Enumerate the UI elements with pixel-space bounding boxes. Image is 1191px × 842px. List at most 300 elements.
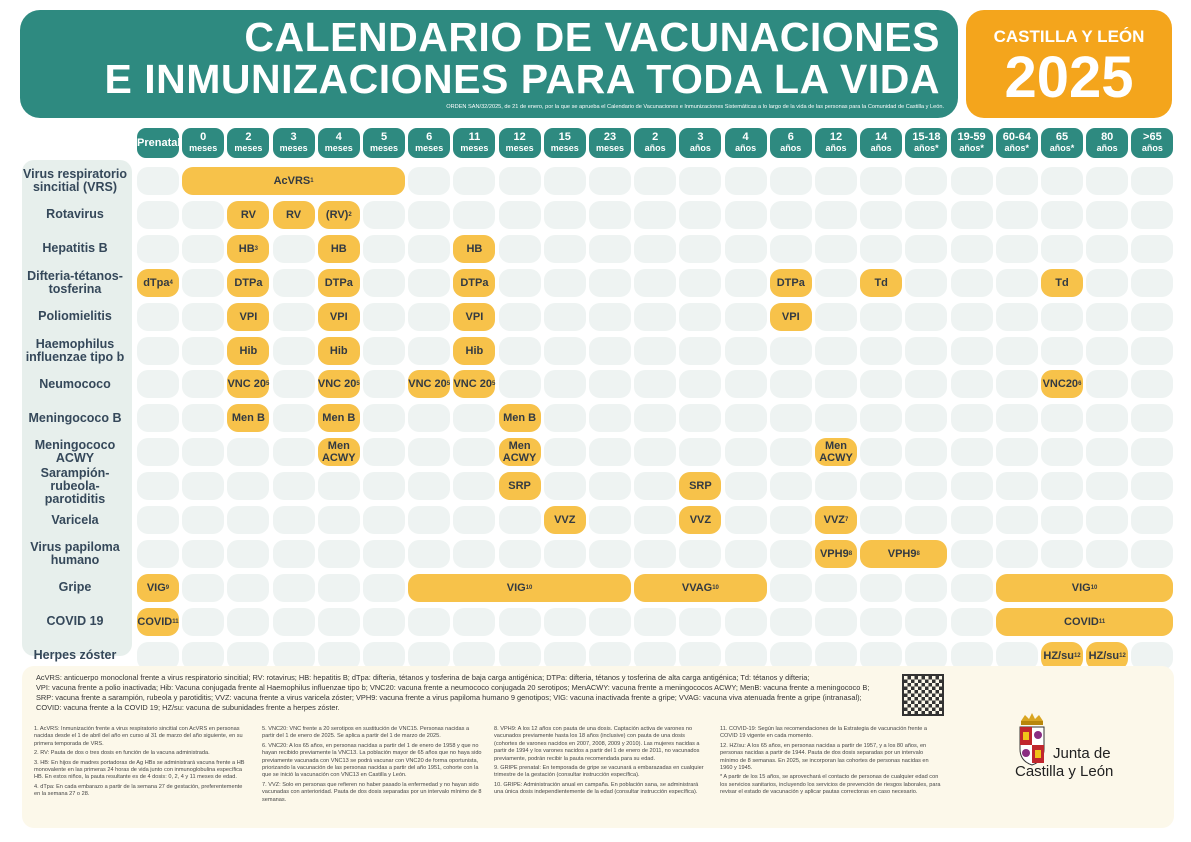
schedule-cell	[227, 506, 269, 534]
disease-label: COVID 19	[46, 614, 104, 629]
page-title-line1: CALENDARIO DE VACUNACIONES	[244, 14, 940, 60]
age-column-header	[860, 128, 902, 158]
vaccine-name: AcVRS	[273, 175, 311, 187]
age-column-unit: meses	[595, 143, 625, 153]
schedule-cell	[1131, 201, 1173, 229]
vaccine-pill: VNC 20 5	[453, 370, 495, 398]
schedule-cell	[1041, 337, 1083, 365]
vaccine-name: Men ACWY	[819, 440, 853, 465]
schedule-cell	[544, 235, 586, 263]
legend-line: SRP: vacuna frente a sarampión, rubeola y parotiditis; VVZ: vacuna frente a virus varicela zóster; VPH9: vacuna frente a virus papiloma humano 9 genotipos; VIG: vacuna inactivada frente a gripe; VVAG: vacuna viva atenuada frente a gripe (intranasal);	[36, 693, 862, 702]
age-column-header	[499, 128, 541, 158]
schedule-cell	[453, 506, 495, 534]
age-column-value: 4	[742, 131, 749, 143]
vaccine-pill: VIG 9	[137, 574, 179, 602]
vaccine-pill: COVID 11	[996, 608, 1174, 636]
schedule-cell	[273, 370, 315, 398]
notes-column	[720, 726, 942, 799]
schedule-cell	[905, 506, 947, 534]
schedule-cell	[227, 540, 269, 568]
disease-label: Virus papiloma humano	[30, 539, 120, 567]
schedule-cell	[182, 540, 224, 568]
schedule-cell	[544, 337, 586, 365]
schedule-cell	[860, 201, 902, 229]
schedule-cell	[634, 235, 676, 263]
vaccine-pill: VNC 20 5	[318, 370, 360, 398]
vaccine-pill	[544, 506, 586, 534]
age-column-unit: años*	[1049, 143, 1075, 153]
schedule-cell	[905, 574, 947, 602]
schedule-cell	[1131, 438, 1173, 466]
schedule-cell	[227, 438, 269, 466]
notes-column	[34, 726, 249, 801]
schedule-cell	[905, 472, 947, 500]
schedule-cell	[815, 404, 857, 432]
age-column-unit: años*	[959, 143, 984, 153]
age-column-unit: meses	[505, 143, 534, 153]
vaccine-pill: HZ/su 12	[1086, 642, 1128, 670]
schedule-cell	[499, 370, 541, 398]
schedule-cell	[182, 608, 224, 636]
schedule-cell	[996, 404, 1038, 432]
schedule-cell	[1086, 269, 1128, 297]
schedule-cell	[860, 438, 902, 466]
disease-label: Meningococo ACWY	[34, 438, 116, 466]
vaccine-pill	[227, 269, 269, 297]
schedule-cell	[725, 337, 767, 365]
schedule-cell	[182, 438, 224, 466]
schedule-cell	[1131, 506, 1173, 534]
age-column-header	[1041, 128, 1083, 158]
schedule-cell	[725, 167, 767, 195]
schedule-cell	[996, 337, 1038, 365]
schedule-cell	[679, 404, 721, 432]
age-column-unit: años	[780, 143, 802, 153]
note: 1. AcVRS: Inmunización frente a virus respiratorio sincitial con AcVRS en personas nacidas desde el 1 de abril del año en curso al 31 de marzo del año siguiente, en su primera temporada de VRS.	[34, 726, 243, 747]
schedule-cell	[499, 201, 541, 229]
schedule-cell	[453, 472, 495, 500]
schedule-cell	[815, 370, 857, 398]
vaccine-name: VIG	[146, 581, 166, 594]
schedule-cell	[408, 540, 450, 568]
schedule-cell	[544, 608, 586, 636]
schedule-cell	[905, 337, 947, 365]
region-label: CASTILLA Y LEÓN	[993, 27, 1145, 46]
schedule-cell	[273, 269, 315, 297]
schedule-cell	[634, 540, 676, 568]
vaccine-pill: dTpa 4	[137, 269, 179, 297]
schedule-cell	[182, 201, 224, 229]
vaccine-name: VPI	[239, 310, 258, 323]
qr-code[interactable]	[902, 674, 944, 716]
age-column-unit: años	[1096, 143, 1118, 153]
schedule-cell	[589, 540, 631, 568]
vaccine-pill: VNC 20 5	[408, 370, 450, 398]
schedule-cell	[182, 303, 224, 331]
schedule-cell	[860, 574, 902, 602]
schedule-cell	[1086, 235, 1128, 263]
schedule-cell	[363, 303, 405, 331]
logo-text-line1: Junta de	[1053, 745, 1111, 762]
page-title-line2: E INMUNIZACIONES PARA TODA LA VIDA	[104, 56, 940, 102]
schedule-cell	[408, 235, 450, 263]
note: * A partir de los 15 años, se aprovechará el contacto de personas de cualquier edad con los servicios sanitarios, incluyendo los servicios de prevención de riesgos laborales, para revisar el estado de vacunación y aplicar pautas correctoras en caso necesario.	[720, 774, 941, 796]
schedule-cell	[137, 540, 179, 568]
age-column-header	[589, 128, 631, 158]
schedule-cell	[273, 472, 315, 500]
vaccine-pill	[770, 303, 812, 331]
schedule-cell	[499, 540, 541, 568]
age-column-unit: años*	[1004, 143, 1030, 153]
schedule-cell	[860, 370, 902, 398]
schedule-cell	[951, 608, 993, 636]
schedule-cell	[815, 337, 857, 365]
schedule-cell	[951, 438, 993, 466]
schedule-cell	[182, 235, 224, 263]
schedule-cell	[589, 337, 631, 365]
vaccine-pill	[679, 472, 721, 500]
vaccine-name: VIG	[1071, 581, 1091, 594]
schedule-cell	[1041, 201, 1083, 229]
schedule-cell	[499, 506, 541, 534]
schedule-cell	[182, 506, 224, 534]
schedule-cell	[860, 506, 902, 534]
age-column-value: 2	[652, 131, 659, 143]
schedule-cell	[273, 404, 315, 432]
vaccine-pill	[318, 303, 360, 331]
schedule-cell	[1041, 472, 1083, 500]
schedule-cell	[408, 269, 450, 297]
vaccine-pill	[227, 303, 269, 331]
schedule-cell	[770, 337, 812, 365]
age-column-value: 14	[875, 131, 888, 143]
schedule-cell	[634, 506, 676, 534]
schedule-cell	[408, 506, 450, 534]
schedule-cell	[453, 540, 495, 568]
age-column-value: 23	[603, 131, 617, 143]
schedule-cell	[137, 235, 179, 263]
schedule-cell	[182, 337, 224, 365]
schedule-cell	[634, 608, 676, 636]
vaccine-name: VPI	[465, 310, 484, 323]
schedule-cell	[1086, 303, 1128, 331]
schedule-cell	[1041, 540, 1083, 568]
schedule-cell	[137, 337, 179, 365]
disease-label: Haemophilus influenzae tipo b	[25, 336, 125, 364]
age-column-value: 2	[245, 131, 252, 143]
schedule-cell	[815, 574, 857, 602]
vaccine-pill: VIG 10	[408, 574, 631, 602]
schedule-cell	[273, 438, 315, 466]
age-column-value: 19-59	[957, 131, 986, 143]
schedule-cell	[860, 167, 902, 195]
schedule-cell	[815, 472, 857, 500]
disease-label: Virus respiratorio sincitial (VRS)	[23, 167, 127, 194]
schedule-cell	[589, 608, 631, 636]
vaccine-pill	[679, 506, 721, 534]
schedule-cell	[318, 472, 360, 500]
schedule-cell	[725, 438, 767, 466]
age-column-header	[227, 128, 269, 158]
age-column-unit: meses	[369, 143, 399, 153]
schedule-cell	[679, 303, 721, 331]
age-column-header	[318, 128, 360, 158]
schedule-cell	[363, 540, 405, 568]
age-column-unit: meses	[460, 143, 489, 153]
schedule-cell	[996, 438, 1038, 466]
age-column-header	[815, 128, 857, 158]
schedule-cell	[1086, 167, 1128, 195]
age-column-header	[408, 128, 450, 158]
schedule-cell	[453, 167, 495, 195]
legend-panel	[22, 666, 1174, 828]
schedule-cell	[408, 201, 450, 229]
vaccine-name: SRP	[689, 480, 712, 493]
schedule-cell	[1041, 506, 1083, 534]
vaccine-name: Men ACWY	[321, 440, 356, 465]
age-column-unit: meses	[189, 143, 218, 153]
schedule-cell	[725, 235, 767, 263]
order-reference: ORDEN SAN/32/2025, de 21 de enero, por la que se aprueba el Calendario de Vacunaciones e Inmunizaciones Sistemáticas a lo largo de la vida de las personas para la Comunidad de Castilla y León.	[446, 104, 944, 110]
vaccine-pill	[770, 269, 812, 297]
schedule-cell	[860, 404, 902, 432]
vaccine-pill	[453, 337, 495, 365]
schedule-cell	[544, 404, 586, 432]
schedule-cell	[408, 472, 450, 500]
vaccine-pill	[227, 404, 269, 432]
schedule-cell	[679, 269, 721, 297]
disease-label: Gripe	[58, 580, 92, 595]
vaccine-pill: HB 3	[227, 235, 269, 263]
schedule-cell	[770, 235, 812, 263]
schedule-cell	[1086, 337, 1128, 365]
schedule-cell	[1086, 201, 1128, 229]
vaccine-pill	[815, 438, 857, 466]
schedule-cell	[363, 506, 405, 534]
schedule-cell	[634, 404, 676, 432]
schedule-cell	[544, 370, 586, 398]
schedule-cell	[905, 235, 947, 263]
schedule-cell	[589, 472, 631, 500]
disease-label: Meningococo B	[28, 410, 122, 425]
vaccine-pill: VVZ 7	[815, 506, 857, 534]
schedule-cell	[770, 370, 812, 398]
schedule-cell	[905, 201, 947, 229]
schedule-cell	[725, 404, 767, 432]
schedule-cell	[1131, 269, 1173, 297]
vaccine-name: SRP	[508, 480, 531, 493]
schedule-cell	[860, 303, 902, 331]
age-column-header	[1131, 128, 1173, 158]
note: 3. HB: En hijos de madres portadoras de Ag HBs se administrará vacuna frente a HB monovalente en las primeras 24 horas de vida junto con inmunoglobulina específica HB. En estos niños, la pauta resultante es de 4 dosis: 0, 2, 4 y 11 meses de edad.	[34, 759, 245, 781]
schedule-cell	[815, 269, 857, 297]
schedule-cell	[273, 303, 315, 331]
vaccine-name: Td	[1055, 276, 1069, 289]
schedule-cell	[679, 608, 721, 636]
schedule-cell	[1131, 370, 1173, 398]
schedule-cell	[634, 167, 676, 195]
schedule-cell	[1086, 506, 1128, 534]
schedule-cell	[679, 235, 721, 263]
age-column-value: >65	[1143, 131, 1162, 143]
age-column-unit: meses	[324, 143, 353, 153]
schedule-cell	[725, 201, 767, 229]
schedule-cell	[951, 167, 993, 195]
schedule-cell	[951, 201, 993, 229]
schedule-cell	[1131, 472, 1173, 500]
schedule-cell	[408, 404, 450, 432]
vaccine-pill: AcVRS 1	[182, 167, 405, 195]
vaccine-name: HB	[238, 242, 255, 255]
schedule-cell	[137, 438, 179, 466]
note: 10. GRIPE: Administración anual en campaña. En población sana, se administrará una única dosis independientemente de la edad (consultar instrucción específica).	[494, 781, 699, 796]
age-column-header	[905, 128, 947, 158]
schedule-cell	[725, 540, 767, 568]
schedule-cell	[137, 370, 179, 398]
legend-line: AcVRS: anticuerpo monoclonal frente a virus respiratorio sincitial; RV: rotavirus; HB: hepatitis B; dTpa: difteria, tétanos y tosferina de baja carga antigénica; DTPa: difteria, tétanos y tosferina de alta carga antigénica; Td: tétanos y difteria;	[36, 673, 810, 682]
vaccine-name: Men B	[322, 412, 356, 425]
schedule-cell	[815, 303, 857, 331]
vaccine-name: Men B	[231, 412, 265, 425]
schedule-cell	[1086, 540, 1128, 568]
schedule-cell	[996, 303, 1038, 331]
schedule-cell	[905, 269, 947, 297]
schedule-cell	[137, 472, 179, 500]
schedule-cell	[273, 540, 315, 568]
disease-label: Herpes zóster	[33, 648, 117, 663]
age-column-value: 15-18	[912, 131, 941, 143]
schedule-cell	[273, 574, 315, 602]
age-column-value: 60-64	[1002, 131, 1031, 143]
schedule-cell	[996, 269, 1038, 297]
age-column-unit: meses	[279, 143, 308, 153]
schedule-cell	[408, 303, 450, 331]
schedule-cell	[951, 235, 993, 263]
age-column-header	[679, 128, 721, 158]
schedule-cell	[996, 506, 1038, 534]
vaccine-pill	[227, 337, 269, 365]
vaccine-name: DTPa	[460, 276, 489, 289]
schedule-cell	[1086, 370, 1128, 398]
header-banner	[20, 10, 958, 118]
note: 9. GRIPE prenatal: En temporada de gripe se vacunará a embarazadas en cualquier trimestre de la gestación (consultar instrucción específica).	[494, 765, 704, 779]
vaccine-name: Hib	[239, 344, 258, 357]
schedule-cell	[951, 574, 993, 602]
schedule-cell	[227, 472, 269, 500]
schedule-cell	[770, 167, 812, 195]
schedule-cell	[996, 370, 1038, 398]
vaccine-name: Hib	[329, 344, 348, 357]
schedule-cell	[589, 506, 631, 534]
vaccine-pill	[318, 337, 360, 365]
note: 2. RV: Pauta de dos o tres dosis en función de la vacuna administrada.	[34, 750, 210, 757]
schedule-cell	[679, 370, 721, 398]
age-column-unit: años	[870, 143, 892, 153]
schedule-cell	[363, 269, 405, 297]
vaccine-pill: VVAG 10	[634, 574, 766, 602]
schedule-cell	[363, 370, 405, 398]
age-column-value: 65	[1055, 131, 1069, 143]
vaccine-name: DTPa	[324, 276, 353, 289]
schedule-cell	[408, 608, 450, 636]
schedule-cell	[634, 370, 676, 398]
vaccine-name: COVID	[137, 615, 173, 628]
schedule-cell	[951, 303, 993, 331]
schedule-cell	[1131, 404, 1173, 432]
vaccine-name: RV	[286, 208, 302, 221]
vaccine-pill	[318, 269, 360, 297]
schedule-cell	[1131, 540, 1173, 568]
schedule-cell	[182, 370, 224, 398]
vaccine-pill: HZ/su 12	[1041, 642, 1083, 670]
schedule-cell	[679, 540, 721, 568]
schedule-cell	[363, 201, 405, 229]
schedule-cell	[1041, 404, 1083, 432]
schedule-cell	[951, 540, 993, 568]
schedule-cell	[815, 608, 857, 636]
schedule-cell	[499, 167, 541, 195]
vaccine-name: Men ACWY	[502, 440, 537, 465]
age-column-value: 0	[200, 131, 207, 143]
schedule-cell	[408, 438, 450, 466]
schedule-cell	[363, 608, 405, 636]
schedule-cell	[770, 608, 812, 636]
schedule-cell	[815, 201, 857, 229]
disease-label: Poliomielitis	[38, 309, 112, 324]
schedule-cell	[453, 608, 495, 636]
schedule-cell	[679, 167, 721, 195]
note: 5. VNC20: VNC frente a 20 serotipos en sustitución de VNC15. Personas nacidas a partir del 1 de enero de 2025. Se aplica a partir del 1 de marzo de 2025.	[262, 726, 470, 740]
age-column-header	[182, 128, 224, 158]
schedule-cell	[996, 540, 1038, 568]
schedule-cell	[770, 472, 812, 500]
age-column-value: 12	[513, 131, 526, 143]
vaccine-name: VIG	[506, 581, 526, 594]
vaccine-name: VNC 20	[227, 378, 266, 391]
vaccine-name: DTPa	[776, 276, 805, 289]
schedule-cell	[408, 337, 450, 365]
vaccine-name: Men B	[503, 412, 537, 425]
schedule-cell	[770, 404, 812, 432]
schedule-cell	[318, 540, 360, 568]
schedule-cell	[363, 472, 405, 500]
age-column-unit: años	[1141, 143, 1163, 153]
schedule-cell	[770, 201, 812, 229]
age-column-value: 80	[1101, 131, 1114, 143]
schedule-cell	[318, 506, 360, 534]
vaccine-name: HB	[330, 242, 347, 255]
schedule-cell	[544, 472, 586, 500]
schedule-cell	[1041, 167, 1083, 195]
schedule-cell	[860, 472, 902, 500]
schedule-cell	[453, 201, 495, 229]
schedule-cell	[951, 404, 993, 432]
schedule-cell	[273, 337, 315, 365]
age-column-unit: meses	[415, 143, 444, 153]
schedule-cell	[499, 337, 541, 365]
schedule-cell	[273, 608, 315, 636]
age-column-header	[951, 128, 993, 158]
schedule-cell	[634, 337, 676, 365]
schedule-cell	[137, 404, 179, 432]
schedule-cell	[725, 303, 767, 331]
schedule-cell	[1041, 438, 1083, 466]
age-column-header	[996, 128, 1038, 158]
vaccine-name: Hib	[465, 344, 484, 357]
schedule-cell	[770, 574, 812, 602]
schedule-cell	[679, 337, 721, 365]
vaccine-pill	[273, 201, 315, 229]
